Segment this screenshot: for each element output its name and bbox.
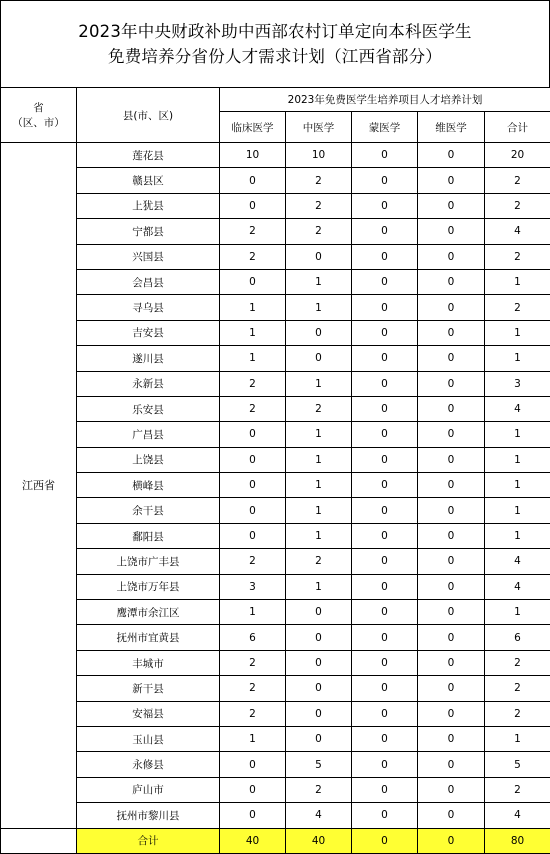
table-row <box>1 320 550 345</box>
value-cell: 4 <box>485 803 550 828</box>
value-cell: 0 <box>352 320 418 345</box>
county-cell: 上饶县 <box>77 447 220 472</box>
value-cell: 2 <box>220 219 286 244</box>
value-cell: 1 <box>485 523 550 548</box>
value-cell: 4 <box>485 574 550 599</box>
value-cell: 0 <box>220 422 286 447</box>
value-cell: 0 <box>418 676 485 701</box>
county-cell: 玉山县 <box>77 726 220 751</box>
value-cell: 1 <box>286 295 352 320</box>
value-cell: 4 <box>485 219 550 244</box>
value-cell: 0 <box>352 269 418 294</box>
column-header-uyghur: 维医学 <box>418 112 485 143</box>
value-cell: 0 <box>418 752 485 777</box>
county-cell: 鹰潭市余江区 <box>77 600 220 625</box>
value-cell: 0 <box>418 143 485 168</box>
value-cell: 0 <box>352 752 418 777</box>
value-cell: 0 <box>352 726 418 751</box>
value-cell: 6 <box>485 625 550 650</box>
value-cell: 0 <box>220 777 286 802</box>
value-cell: 2 <box>286 396 352 421</box>
value-cell: 0 <box>286 320 352 345</box>
value-cell: 0 <box>418 701 485 726</box>
county-cell: 安福县 <box>77 701 220 726</box>
county-cell: 上犹县 <box>77 193 220 218</box>
value-cell: 0 <box>352 295 418 320</box>
value-cell: 0 <box>418 396 485 421</box>
value-cell: 0 <box>286 676 352 701</box>
value-cell: 0 <box>352 168 418 193</box>
value-cell: 4 <box>485 549 550 574</box>
value-cell: 1 <box>485 269 550 294</box>
value-cell: 1 <box>286 574 352 599</box>
total-value-cell: 80 <box>485 828 550 853</box>
value-cell: 2 <box>485 244 550 269</box>
table-row <box>1 396 550 421</box>
county-cell: 莲花县 <box>77 143 220 168</box>
value-cell: 0 <box>220 752 286 777</box>
table-row <box>1 371 550 396</box>
value-cell: 0 <box>286 346 352 371</box>
value-cell: 0 <box>286 726 352 751</box>
value-cell: 0 <box>418 244 485 269</box>
value-cell: 0 <box>220 168 286 193</box>
table-row <box>1 498 550 523</box>
value-cell: 3 <box>485 371 550 396</box>
province-cell: 江西省 <box>1 143 77 829</box>
value-cell: 0 <box>418 473 485 498</box>
value-cell: 0 <box>418 726 485 751</box>
county-cell: 上饶市广丰县 <box>77 549 220 574</box>
value-cell: 0 <box>220 193 286 218</box>
value-cell: 10 <box>286 143 352 168</box>
county-cell: 会昌县 <box>77 269 220 294</box>
value-cell: 0 <box>418 574 485 599</box>
value-cell: 2 <box>286 219 352 244</box>
value-cell: 0 <box>418 219 485 244</box>
county-cell: 兴国县 <box>77 244 220 269</box>
value-cell: 5 <box>485 752 550 777</box>
county-cell: 新干县 <box>77 676 220 701</box>
county-cell: 乐安县 <box>77 396 220 421</box>
value-cell: 1 <box>485 600 550 625</box>
total-value-cell: 0 <box>352 828 418 853</box>
value-cell: 0 <box>418 777 485 802</box>
value-cell: 0 <box>418 168 485 193</box>
value-cell: 0 <box>418 295 485 320</box>
value-cell: 1 <box>286 447 352 472</box>
value-cell: 2 <box>286 193 352 218</box>
county-cell: 赣县区 <box>77 168 220 193</box>
table-row <box>1 219 550 244</box>
value-cell: 0 <box>352 447 418 472</box>
document-title <box>0 0 550 87</box>
value-cell: 0 <box>352 244 418 269</box>
value-cell: 0 <box>352 346 418 371</box>
province-header-line2: （区、市） <box>1 115 76 130</box>
value-cell: 0 <box>220 269 286 294</box>
value-cell: 0 <box>352 498 418 523</box>
value-cell: 0 <box>418 346 485 371</box>
value-cell: 0 <box>352 676 418 701</box>
total-label: 合计 <box>77 828 220 853</box>
value-cell: 2 <box>220 396 286 421</box>
value-cell: 0 <box>352 701 418 726</box>
county-cell: 吉安县 <box>77 320 220 345</box>
value-cell: 1 <box>286 523 352 548</box>
value-cell: 6 <box>220 625 286 650</box>
county-cell: 丰城市 <box>77 650 220 675</box>
value-cell: 1 <box>220 346 286 371</box>
value-cell: 4 <box>485 396 550 421</box>
table-row <box>1 244 550 269</box>
table-row <box>1 803 550 828</box>
value-cell: 1 <box>220 726 286 751</box>
table-row <box>1 726 550 751</box>
table-row <box>1 625 550 650</box>
value-cell: 1 <box>485 320 550 345</box>
value-cell: 0 <box>418 498 485 523</box>
value-cell: 1 <box>220 295 286 320</box>
total-province-cell <box>1 828 77 853</box>
value-cell: 0 <box>418 320 485 345</box>
table-row <box>1 752 550 777</box>
title-line-2: 免费培养分省份人才需求计划（江西省部分） <box>108 44 442 69</box>
column-header-clinical: 临床医学 <box>220 112 286 143</box>
county-cell: 抚州市宜黄县 <box>77 625 220 650</box>
county-cell: 鄱阳县 <box>77 523 220 548</box>
value-cell: 2 <box>485 193 550 218</box>
value-cell: 0 <box>352 549 418 574</box>
table-row <box>1 701 550 726</box>
value-cell: 2 <box>220 244 286 269</box>
county-cell: 永新县 <box>77 371 220 396</box>
value-cell: 0 <box>220 473 286 498</box>
value-cell: 1 <box>485 346 550 371</box>
table-row <box>1 600 550 625</box>
value-cell: 0 <box>352 143 418 168</box>
value-cell: 2 <box>220 371 286 396</box>
table-row <box>1 574 550 599</box>
county-cell: 遂川县 <box>77 346 220 371</box>
table-row <box>1 473 550 498</box>
value-cell: 1 <box>485 726 550 751</box>
value-cell: 5 <box>286 752 352 777</box>
value-cell: 3 <box>220 574 286 599</box>
value-cell: 2 <box>220 549 286 574</box>
value-cell: 2 <box>286 549 352 574</box>
value-cell: 0 <box>352 803 418 828</box>
value-cell: 2 <box>485 295 550 320</box>
value-cell: 1 <box>485 498 550 523</box>
value-cell: 0 <box>286 650 352 675</box>
table-row <box>1 295 550 320</box>
total-value-cell: 40 <box>286 828 352 853</box>
value-cell: 1 <box>220 600 286 625</box>
county-cell: 抚州市黎川县 <box>77 803 220 828</box>
value-cell: 2 <box>220 701 286 726</box>
value-cell: 20 <box>485 143 550 168</box>
total-value-cell: 40 <box>220 828 286 853</box>
value-cell: 1 <box>220 320 286 345</box>
value-cell: 0 <box>220 803 286 828</box>
value-cell: 0 <box>418 269 485 294</box>
value-cell: 0 <box>418 371 485 396</box>
table-row <box>1 523 550 548</box>
county-cell: 余干县 <box>77 498 220 523</box>
value-cell: 0 <box>418 447 485 472</box>
value-cell: 0 <box>220 447 286 472</box>
value-cell: 0 <box>418 803 485 828</box>
value-cell: 0 <box>352 600 418 625</box>
plan-table <box>0 87 550 854</box>
province-header-line1: 省 <box>1 100 76 115</box>
value-cell: 0 <box>286 701 352 726</box>
value-cell: 0 <box>220 498 286 523</box>
value-cell: 1 <box>485 473 550 498</box>
header-row-1 <box>1 88 550 112</box>
value-cell: 0 <box>352 219 418 244</box>
value-cell: 0 <box>418 523 485 548</box>
title-line-1: 2023年中央财政补助中西部农村订单定向本科医学生 <box>78 19 472 44</box>
table-row <box>1 168 550 193</box>
column-header-total: 合计 <box>485 112 550 143</box>
county-cell: 寻乌县 <box>77 295 220 320</box>
column-header-mongolian: 蒙医学 <box>352 112 418 143</box>
value-cell: 0 <box>286 625 352 650</box>
value-cell: 0 <box>418 650 485 675</box>
table-row <box>1 549 550 574</box>
value-cell: 0 <box>352 422 418 447</box>
county-cell: 宁都县 <box>77 219 220 244</box>
county-cell: 上饶市万年县 <box>77 574 220 599</box>
value-cell: 4 <box>286 803 352 828</box>
column-header-tcm: 中医学 <box>286 112 352 143</box>
value-cell: 1 <box>286 269 352 294</box>
value-cell: 0 <box>352 574 418 599</box>
table-row <box>1 650 550 675</box>
value-cell: 0 <box>418 422 485 447</box>
value-cell: 2 <box>485 650 550 675</box>
value-cell: 0 <box>352 625 418 650</box>
value-cell: 10 <box>220 143 286 168</box>
value-cell: 1 <box>485 447 550 472</box>
county-cell: 横峰县 <box>77 473 220 498</box>
value-cell: 1 <box>286 422 352 447</box>
value-cell: 0 <box>352 777 418 802</box>
value-cell: 2 <box>220 650 286 675</box>
value-cell: 2 <box>485 701 550 726</box>
table-row <box>1 346 550 371</box>
value-cell: 0 <box>286 600 352 625</box>
table-row <box>1 422 550 447</box>
value-cell: 0 <box>352 371 418 396</box>
value-cell: 1 <box>485 422 550 447</box>
value-cell: 0 <box>352 473 418 498</box>
value-cell: 0 <box>352 193 418 218</box>
value-cell: 0 <box>418 193 485 218</box>
value-cell: 1 <box>286 498 352 523</box>
value-cell: 2 <box>485 168 550 193</box>
table-row <box>1 143 550 168</box>
table-row <box>1 447 550 472</box>
value-cell: 2 <box>485 777 550 802</box>
value-cell: 0 <box>352 650 418 675</box>
table-row <box>1 777 550 802</box>
county-cell: 永修县 <box>77 752 220 777</box>
value-cell: 2 <box>220 676 286 701</box>
total-value-cell: 0 <box>418 828 485 853</box>
table-body <box>1 88 550 854</box>
county-cell: 广昌县 <box>77 422 220 447</box>
value-cell: 2 <box>485 676 550 701</box>
county-header: 县(市、区) <box>77 88 220 143</box>
value-cell: 0 <box>220 523 286 548</box>
value-cell: 0 <box>418 625 485 650</box>
value-cell: 2 <box>286 168 352 193</box>
county-cell: 庐山市 <box>77 777 220 802</box>
total-row <box>1 828 550 853</box>
value-cell: 0 <box>418 600 485 625</box>
table-row <box>1 676 550 701</box>
value-cell: 0 <box>418 549 485 574</box>
value-cell: 0 <box>352 523 418 548</box>
table-row <box>1 269 550 294</box>
value-cell: 1 <box>286 371 352 396</box>
value-cell: 1 <box>286 473 352 498</box>
value-cell: 2 <box>286 777 352 802</box>
plan-header: 2023年免费医学生培养项目人才培养计划 <box>220 88 550 112</box>
value-cell: 0 <box>286 244 352 269</box>
table-row <box>1 193 550 218</box>
value-cell: 0 <box>352 396 418 421</box>
province-header <box>1 88 77 143</box>
